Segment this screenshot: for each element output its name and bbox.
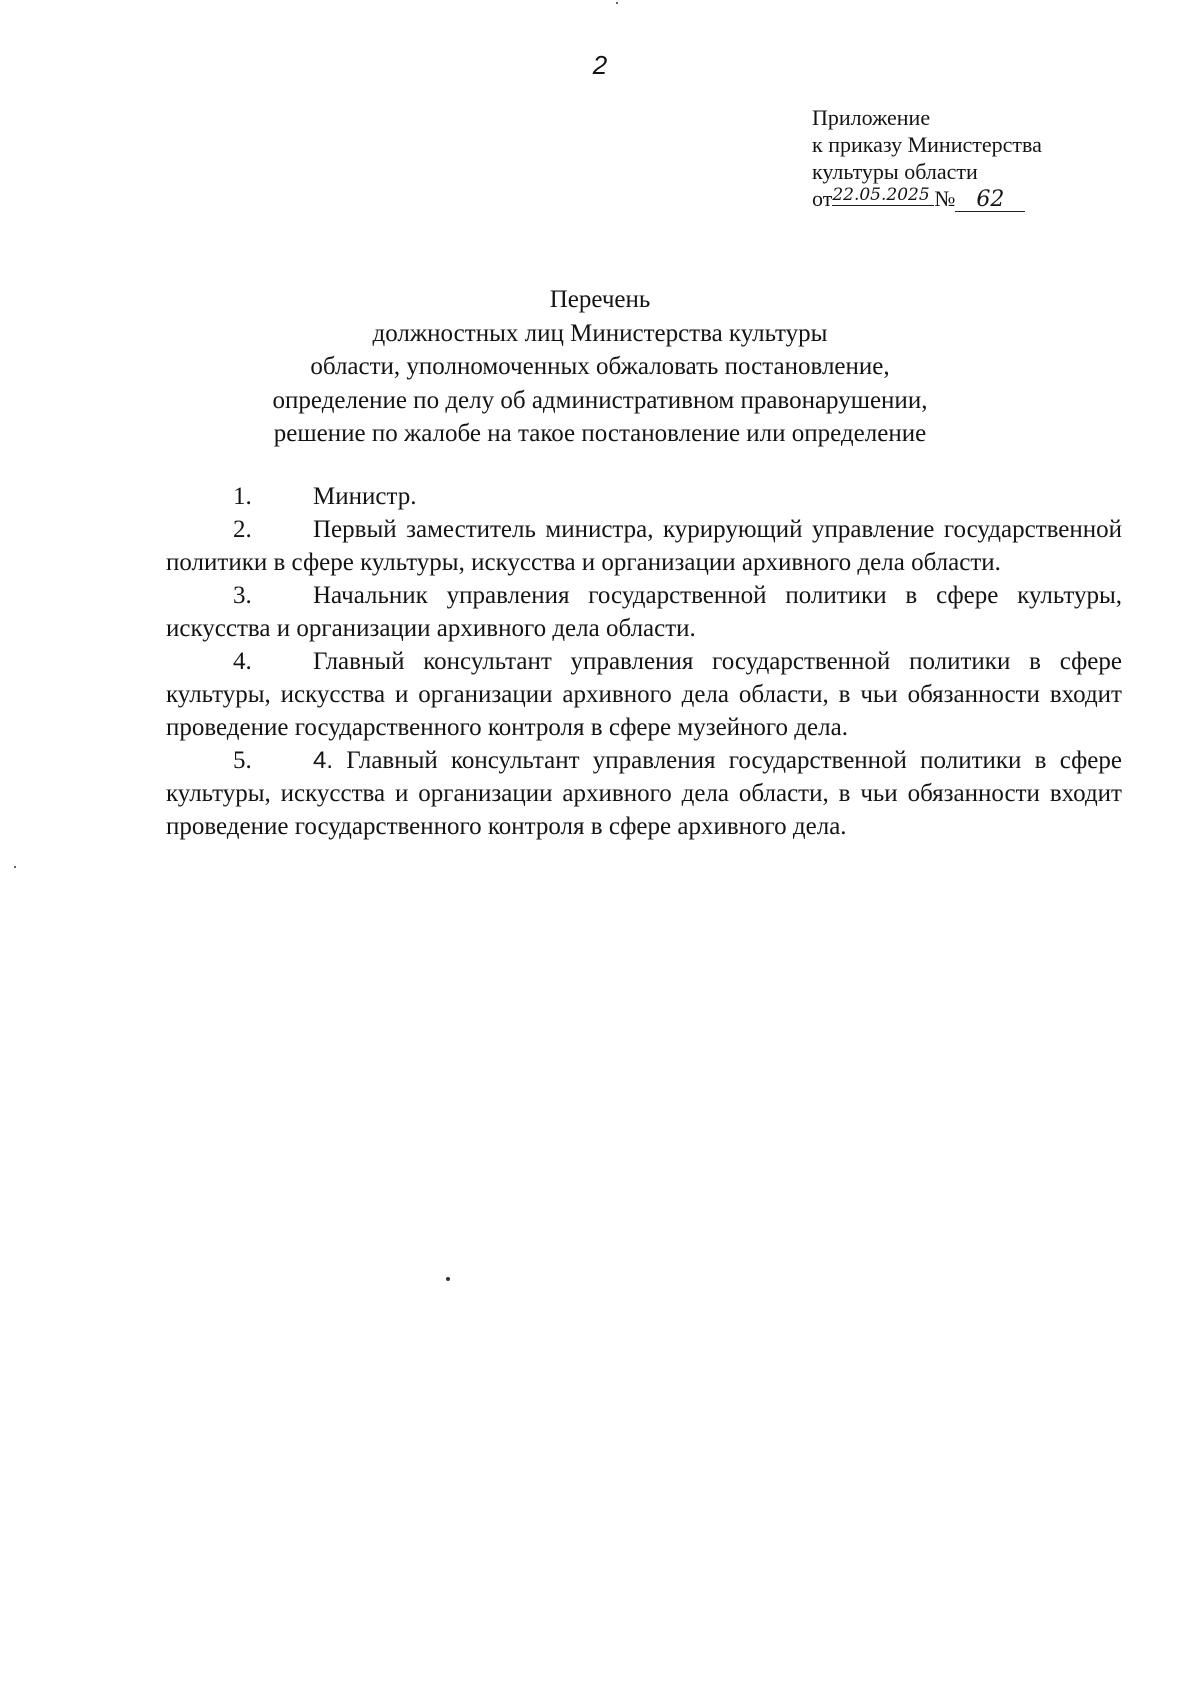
list-item [166,645,1122,744]
appendix-line-2: к приказу Министерства [812,132,1042,157]
officials-list [166,480,1122,843]
appendix-line-3: культуры области [812,159,978,184]
list-item-text: Министр. [313,483,417,510]
list-item [166,744,1122,843]
title-line-4: определение по делу об административном правонарушении, [272,386,928,414]
list-item-text: Первый заместитель министра, курирующий управление государственной политики в сфере культуры, искусства и организации архивного дела области. [166,516,1122,576]
scan-speck [446,1277,450,1281]
list-item-inner-index: 4. [313,747,334,774]
title-line-2: должностных лиц Министерства культуры [372,319,828,347]
title-line-3: области, уполномоченных обжаловать постановление, [310,353,890,380]
document-title [0,283,1200,451]
number-label: № [934,186,956,211]
scan-speck [616,2,618,4]
title-line-1: Перечень [549,286,651,313]
list-item-index: 2. [233,516,252,543]
handwritten-date: 22.05.2025 [832,185,934,206]
list-item [166,513,1122,579]
list-item [166,480,1122,513]
appendix-line-1: Приложение [812,105,931,130]
scan-speck [14,866,16,868]
list-item-index: 5. [233,747,252,774]
list-item [166,579,1122,645]
from-label: от [812,186,833,211]
list-item-text: Главный консультант управления государственной политики в сфере культуры, искусства и организации архивного дела области, в чьи обязанности входит проведение государственного контроля в сфере музейного дела. [166,648,1122,741]
list-item-text: Главный консультант управления государственной политики в сфере культуры, искусства и организации архивного дела области, в чьи обязанности входит проведение государственного контроля в сфере архивного дела. [166,747,1123,840]
title-line-5: решение по жалобе на такое постановление или определение [273,420,927,447]
page-number: 2 [592,50,608,80]
list-item-index: 1. [233,483,252,510]
list-item-index: 3. [233,582,252,609]
list-item-index: 4. [233,648,252,675]
list-item-text: Начальник управления государственной политики в сфере культуры, искусства и организации архивного дела области. [166,582,1122,642]
appendix-block [812,104,1042,212]
appendix-date-line [812,185,1042,212]
handwritten-number: 62 [955,189,1025,212]
